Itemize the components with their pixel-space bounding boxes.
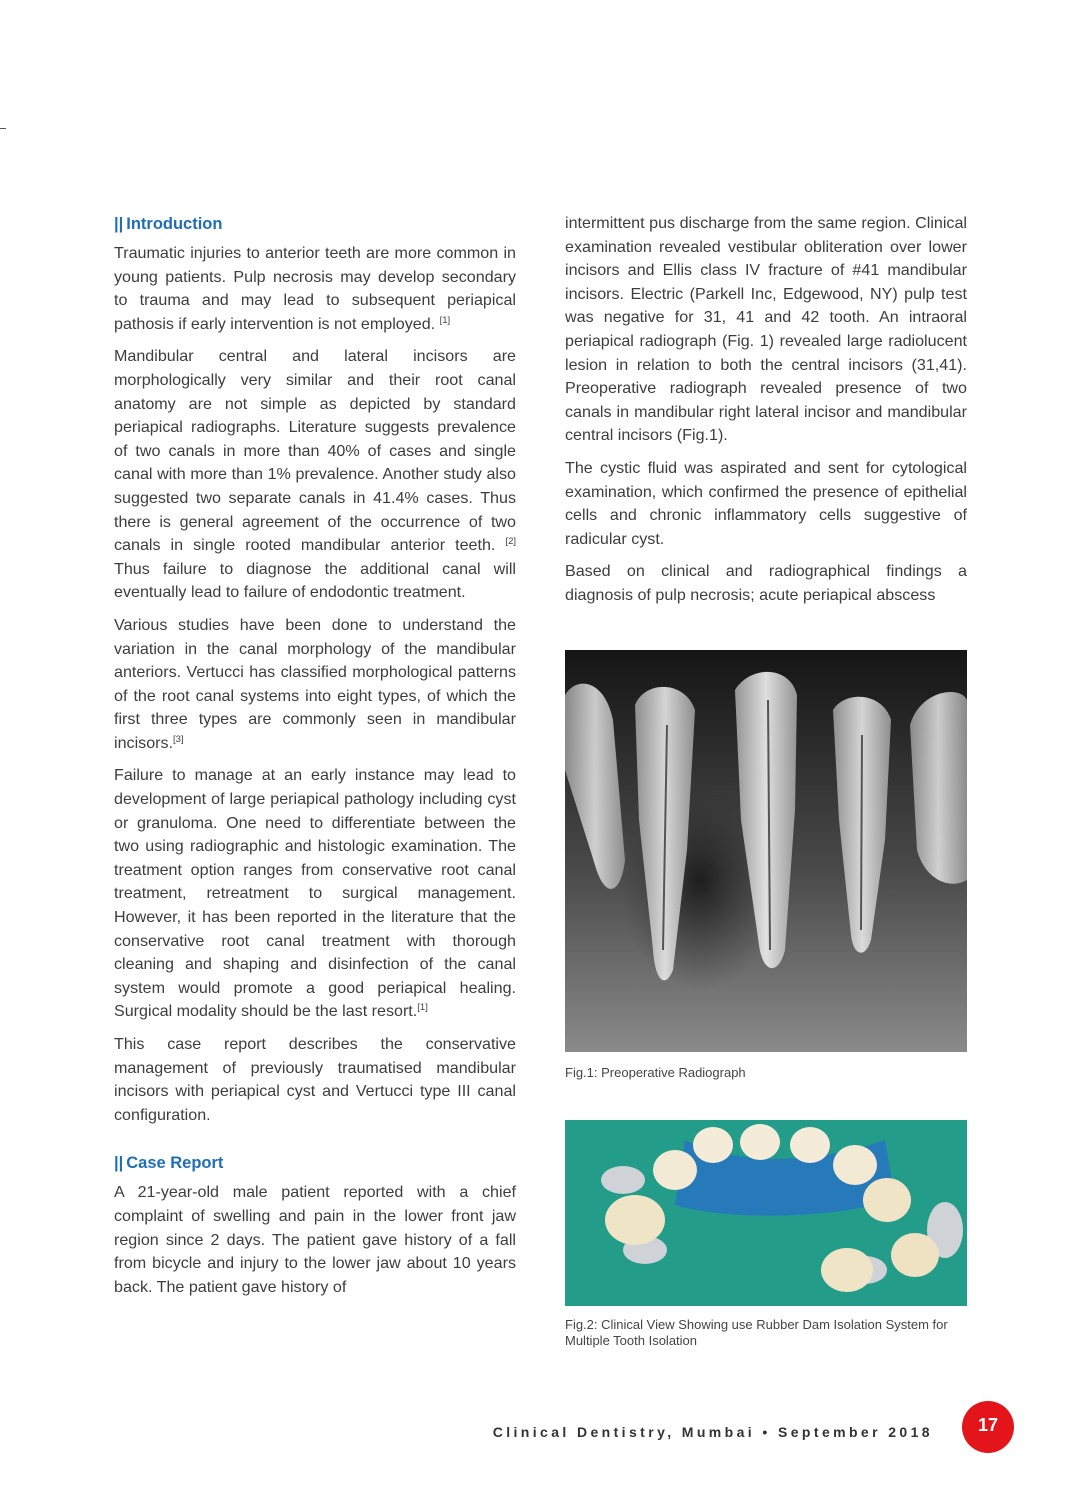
footer-separator: • — [762, 1424, 771, 1440]
case-report-heading: || Case Report — [114, 1154, 224, 1173]
rubber-dam-clinical-photo — [565, 1120, 967, 1306]
figure-1-caption: Fig.1: Preoperative Radiograph — [565, 1065, 746, 1080]
citation-reference: [1] — [417, 1002, 428, 1014]
body-paragraph: Based on clinical and radiographical findings a diagnosis of pulp necrosis; acute periapical abscess — [565, 562, 967, 604]
page-footer — [493, 1424, 933, 1440]
preoperative-radiograph-image — [565, 650, 967, 1052]
introduction-body — [114, 242, 516, 1127]
issue-date: September 2018 — [778, 1424, 933, 1440]
citation-reference: [3] — [173, 733, 184, 745]
case-report-body — [114, 1181, 516, 1299]
body-paragraph: Various studies have been done to understand the variation in the canal morphology of the mandibular anteriors. Vertucci has classified morphological patterns of the root canal systems into eight types, of which the first three types are commonly seen in mandibular incisors.[3] — [114, 615, 516, 752]
body-paragraph: The cystic fluid was aspirated and sent for cytological examination, which confirmed the presence of epithelial cells and chronic inflammatory cells suggestive of radicular cyst. — [565, 458, 967, 548]
citation-reference: [1] — [439, 314, 451, 326]
left-column — [114, 212, 516, 1308]
body-paragraph: Traumatic injuries to anterior teeth are more common in young patients. Pulp necrosis may develop secondary to trauma and may lead to subsequent periapical pathosis if early intervention is not employed. [1] — [114, 244, 516, 333]
figure-2-caption: Fig.2: Clinical View Showing use Rubber Dam Isolation System for Multiple Tooth Isolation — [565, 1317, 948, 1348]
body-paragraph: Failure to manage at an early instance may lead to development of large periapical pathology including cyst or granuloma. One need to differentiate between the two using radiographic and histologic examination. The treatment option ranges from conservative root canal treatment, retreatment to surgical management. However, it has been reported in the literature that the conservative root canal treatment with thorough cleaning and shaping and disinfection of the canal system would promote a good periapical healing. Surgical modality should be the last resort.[1] — [114, 766, 516, 1021]
right-column — [565, 212, 967, 617]
introduction-heading: || Introduction — [114, 215, 223, 233]
margin-mark — [0, 128, 6, 129]
right-column-body — [565, 212, 967, 608]
body-paragraph: intermittent pus discharge from the same region. Clinical examination revealed vestibular obliteration over lower incisors and Ellis class IV fracture of #41 mandibular incisors. Electric (Parkell Inc, Edgewood, NY) pulp test was negative for 31, 41 and 42 tooth. An intraoral periapical radiograph (Fig. 1) revealed large radiolucent lesion in relation to both the central incisors (31,41). Preoperative radiograph revealed presence of two canals in mandibular right lateral incisor and mandibular central incisors (Fig.1). — [565, 214, 967, 445]
body-paragraph: Mandibular central and lateral incisors are morphologically very similar and their root canal anatomy are not simple as depicted by standard periapical radiographs. Literature suggests prevalence of two canals in more than 40% of cases and single canal with more than 1% prevalence. Another study also suggested two separate canals in 41.4% cases. Thus there is general agreement of the occurrence of two canals in single rooted mandibular anterior teeth. [2] Thus failure to diagnose the additional canal will eventually lead to failure of endodontic treatment. — [114, 347, 516, 602]
body-paragraph: This case report describes the conservative management of previously traumatised mandibular incisors with periapical cyst and Vertucci type III canal configuration. — [114, 1035, 516, 1124]
journal-name: Clinical Dentistry, Mumbai — [492, 1424, 756, 1440]
page-number-badge: 17 — [962, 1401, 1014, 1453]
body-paragraph: A 21-year-old male patient reported with a chief complaint of swelling and pain in the lower front jaw region since 2 days. The patient gave history of a fall from bicycle and injury to the lower jaw about 10 years back. The patient gave history of — [114, 1183, 516, 1296]
citation-reference: [2] — [505, 536, 516, 548]
